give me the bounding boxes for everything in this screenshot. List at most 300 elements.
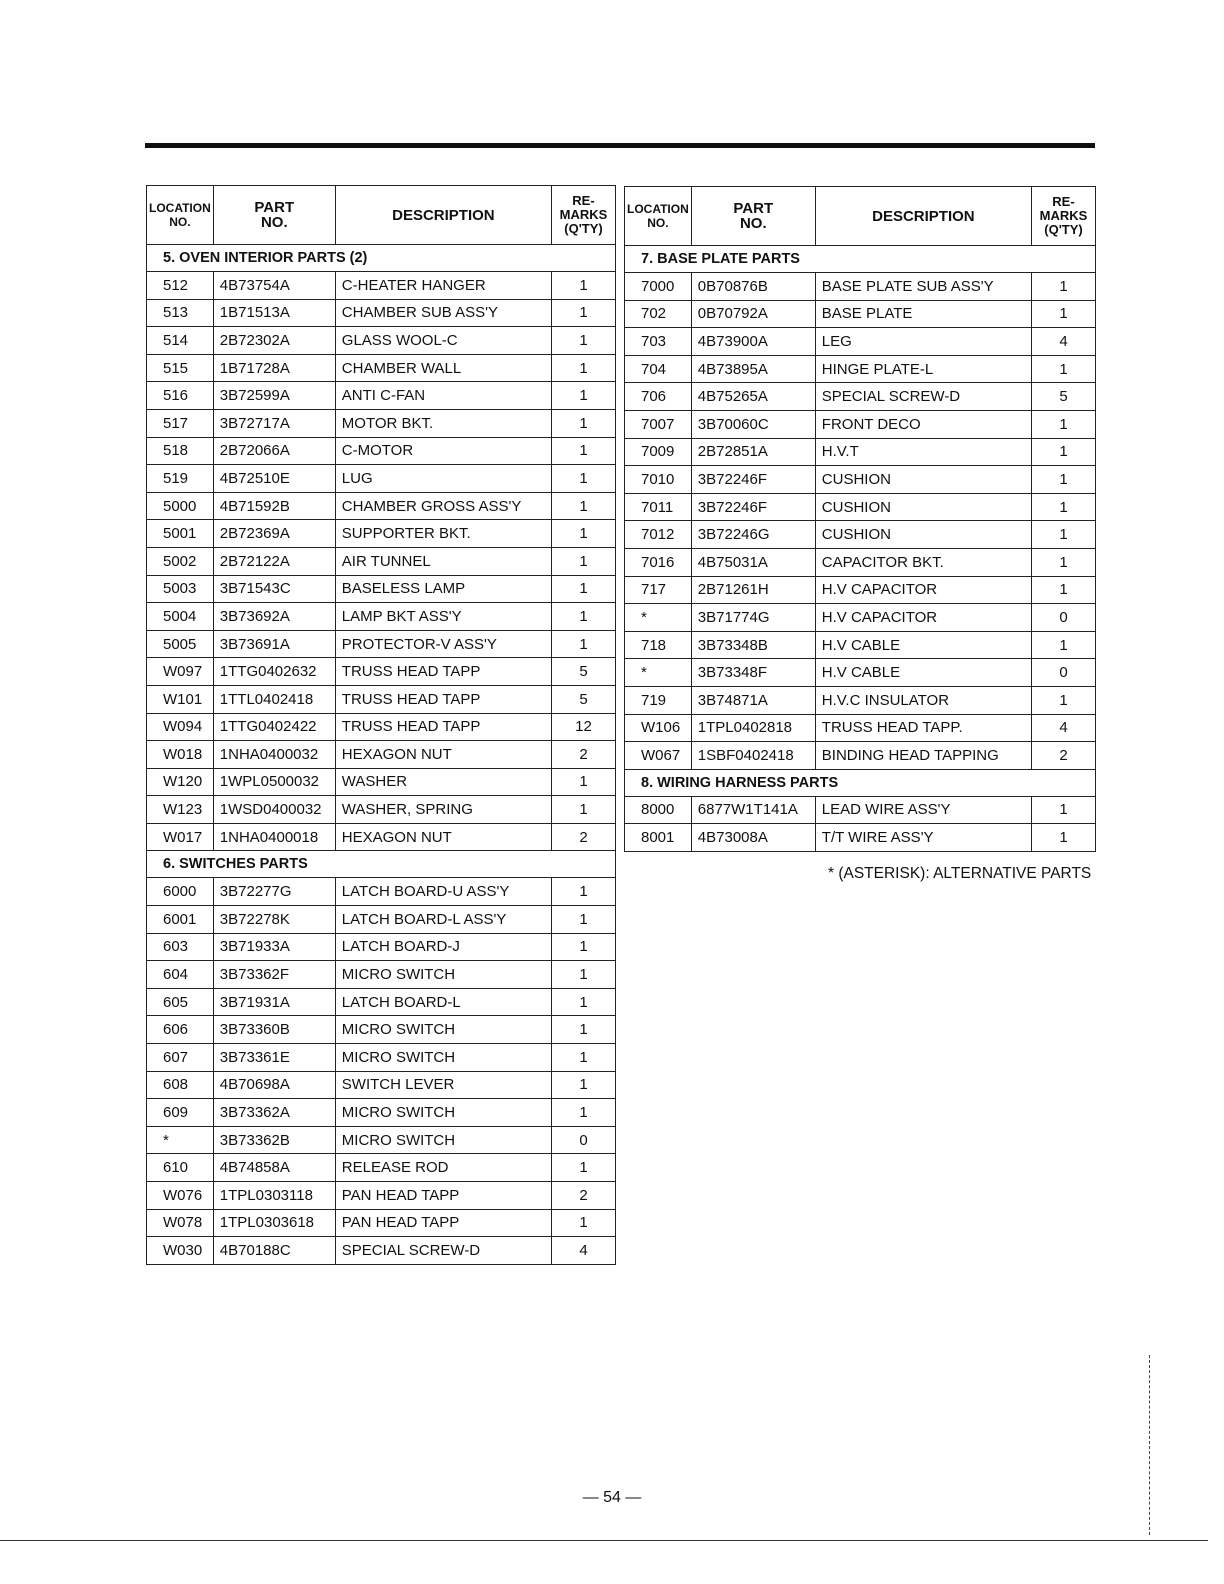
section-title: 5. OVEN INTERIOR PARTS (2) [147, 245, 616, 272]
header-remarks [552, 186, 616, 245]
header-location-line: NO. [647, 216, 669, 230]
section-row [625, 769, 1096, 796]
quantity-cell: 4 [1032, 714, 1096, 742]
table-row [625, 659, 1096, 687]
part-no-cell: 3B73691A [213, 630, 335, 658]
description-cell: TRUSS HEAD TAPP [335, 685, 551, 713]
table-row [147, 685, 616, 713]
location-no-cell: 5000 [147, 492, 214, 520]
quantity-cell: 0 [1032, 659, 1096, 687]
table-row [147, 1237, 616, 1265]
location-no-cell: 5003 [147, 575, 214, 603]
description-cell: MICRO SWITCH [335, 1126, 551, 1154]
table-row [147, 878, 616, 906]
part-no-cell: 1TTL0402418 [213, 685, 335, 713]
header-row [625, 187, 1096, 246]
table-row [625, 824, 1096, 852]
section-title: 7. BASE PLATE PARTS [625, 246, 1096, 273]
location-no-cell: W078 [147, 1209, 214, 1237]
description-cell: T/T WIRE ASS'Y [815, 824, 1031, 852]
part-no-cell: 1TPL0303618 [213, 1209, 335, 1237]
table-row [147, 1154, 616, 1182]
part-no-cell: 3B73362F [213, 961, 335, 989]
table-row [147, 933, 616, 961]
quantity-cell: 1 [552, 906, 616, 934]
description-cell: PROTECTOR-V ASS'Y [335, 630, 551, 658]
quantity-cell: 1 [1032, 796, 1096, 824]
part-no-cell: 3B70060C [691, 410, 815, 438]
part-no-cell: 4B75031A [691, 548, 815, 576]
description-cell: LATCH BOARD-L ASS'Y [335, 906, 551, 934]
location-no-cell: * [625, 604, 692, 632]
location-no-cell: 605 [147, 988, 214, 1016]
location-no-cell: 5005 [147, 630, 214, 658]
quantity-cell: 2 [552, 1182, 616, 1210]
part-no-cell: 3B72246F [691, 466, 815, 494]
table-row [147, 272, 616, 300]
bottom-rule [0, 1540, 1208, 1541]
table-row [625, 466, 1096, 494]
location-no-cell: W120 [147, 768, 214, 796]
table-row [147, 382, 616, 410]
location-no-cell: 5004 [147, 603, 214, 631]
description-cell: GLASS WOOL-C [335, 327, 551, 355]
quantity-cell: 1 [552, 437, 616, 465]
table-row [147, 906, 616, 934]
table-row [625, 631, 1096, 659]
location-no-cell: 7007 [625, 410, 692, 438]
table-row [147, 520, 616, 548]
location-no-cell: 606 [147, 1016, 214, 1044]
location-no-cell: 519 [147, 465, 214, 493]
table-row [625, 355, 1096, 383]
part-no-cell: 3B71543C [213, 575, 335, 603]
header-row [147, 186, 616, 245]
quantity-cell: 1 [552, 409, 616, 437]
part-no-cell: 2B72851A [691, 438, 815, 466]
part-no-cell: 4B73900A [691, 328, 815, 356]
part-no-cell: 3B73692A [213, 603, 335, 631]
description-cell: BASELESS LAMP [335, 575, 551, 603]
part-no-cell: 6877W1T141A [691, 796, 815, 824]
header-location [625, 187, 692, 246]
part-no-cell: 3B72599A [213, 382, 335, 410]
description-cell: C-MOTOR [335, 437, 551, 465]
quantity-cell: 5 [552, 685, 616, 713]
part-no-cell: 3B72246F [691, 493, 815, 521]
description-cell: PAN HEAD TAPP [335, 1182, 551, 1210]
table-row [147, 437, 616, 465]
section-row [625, 246, 1096, 273]
description-cell: ANTI C-FAN [335, 382, 551, 410]
part-no-cell: 3B72246G [691, 521, 815, 549]
table-row [625, 493, 1096, 521]
location-no-cell: 610 [147, 1154, 214, 1182]
part-no-cell: 3B71774G [691, 604, 815, 632]
location-no-cell: W094 [147, 713, 214, 741]
description-cell: CUSHION [815, 493, 1031, 521]
quantity-cell: 2 [1032, 742, 1096, 770]
header-remarks-line: RE- [1052, 194, 1075, 209]
quantity-cell: 1 [552, 961, 616, 989]
description-cell: LEG [815, 328, 1031, 356]
description-cell: HEXAGON NUT [335, 823, 551, 851]
quantity-cell: 1 [1032, 410, 1096, 438]
quantity-cell: 1 [552, 272, 616, 300]
quantity-cell: 1 [1032, 273, 1096, 301]
table-row [625, 576, 1096, 604]
location-no-cell: 706 [625, 383, 692, 411]
table-row [147, 1182, 616, 1210]
description-cell: CHAMBER SUB ASS'Y [335, 299, 551, 327]
description-cell: MICRO SWITCH [335, 1099, 551, 1127]
description-cell: HEXAGON NUT [335, 741, 551, 769]
description-cell: LAMP BKT ASS'Y [335, 603, 551, 631]
location-no-cell: 5001 [147, 520, 214, 548]
table-row [625, 410, 1096, 438]
quantity-cell: 1 [552, 575, 616, 603]
location-no-cell: 703 [625, 328, 692, 356]
description-cell: SPECIAL SCREW-D [815, 383, 1031, 411]
header-part-no-line: PART [254, 199, 295, 216]
description-cell: BASE PLATE [815, 300, 1031, 328]
description-cell: MICRO SWITCH [335, 961, 551, 989]
part-no-cell: 2B71261H [691, 576, 815, 604]
quantity-cell: 1 [552, 547, 616, 575]
description-cell: H.V CAPACITOR [815, 576, 1031, 604]
location-no-cell: 513 [147, 299, 214, 327]
description-cell: AIR TUNNEL [335, 547, 551, 575]
location-no-cell: 702 [625, 300, 692, 328]
location-no-cell: 517 [147, 409, 214, 437]
part-no-cell: 3B72278K [213, 906, 335, 934]
part-no-cell: 1TTG0402632 [213, 658, 335, 686]
header-remarks [1032, 187, 1096, 246]
table-row [625, 383, 1096, 411]
header-part-no [691, 187, 815, 246]
part-no-cell: 2B72302A [213, 327, 335, 355]
part-no-cell: 1WPL0500032 [213, 768, 335, 796]
table-row [625, 328, 1096, 356]
part-no-cell: 1NHA0400032 [213, 741, 335, 769]
location-no-cell: W030 [147, 1237, 214, 1265]
quantity-cell: 1 [1032, 466, 1096, 494]
part-no-cell: 1B71513A [213, 299, 335, 327]
part-no-cell: 0B70876B [691, 273, 815, 301]
location-no-cell: W097 [147, 658, 214, 686]
table-row [625, 686, 1096, 714]
description-cell: LEAD WIRE ASS'Y [815, 796, 1031, 824]
quantity-cell: 1 [552, 520, 616, 548]
location-no-cell: 7009 [625, 438, 692, 466]
description-cell: SWITCH LEVER [335, 1071, 551, 1099]
quantity-cell: 4 [1032, 328, 1096, 356]
header-remarks-line: RE- [572, 193, 595, 208]
quantity-cell: 1 [552, 1044, 616, 1072]
description-cell: CAPACITOR BKT. [815, 548, 1031, 576]
quantity-cell: 1 [1032, 548, 1096, 576]
part-no-cell: 2B72369A [213, 520, 335, 548]
quantity-cell: 1 [552, 327, 616, 355]
table-row [625, 714, 1096, 742]
quantity-cell: 1 [552, 1071, 616, 1099]
quantity-cell: 2 [552, 741, 616, 769]
quantity-cell: 1 [552, 299, 616, 327]
table-row [147, 1099, 616, 1127]
location-no-cell: 516 [147, 382, 214, 410]
quantity-cell: 1 [552, 1154, 616, 1182]
location-no-cell: W017 [147, 823, 214, 851]
part-no-cell: 3B73348B [691, 631, 815, 659]
location-no-cell: 518 [147, 437, 214, 465]
location-no-cell: * [147, 1126, 214, 1154]
location-no-cell: 7000 [625, 273, 692, 301]
part-no-cell: 3B71933A [213, 933, 335, 961]
description-cell: BINDING HEAD TAPPING [815, 742, 1031, 770]
table-row [147, 741, 616, 769]
part-no-cell: 3B73348F [691, 659, 815, 687]
section-title: 6. SWITCHES PARTS [147, 851, 616, 878]
description-cell: C-HEATER HANGER [335, 272, 551, 300]
location-no-cell: 515 [147, 354, 214, 382]
description-cell: H.V CAPACITOR [815, 604, 1031, 632]
description-cell: LATCH BOARD-J [335, 933, 551, 961]
quantity-cell: 1 [552, 768, 616, 796]
part-no-cell: 3B74871A [691, 686, 815, 714]
table-row [147, 465, 616, 493]
quantity-cell: 1 [552, 988, 616, 1016]
description-cell: WASHER, SPRING [335, 796, 551, 824]
header-remarks-line: MARKS [1039, 208, 1088, 223]
header-part-no [213, 186, 335, 245]
quantity-cell: 0 [1032, 604, 1096, 632]
header-remarks-line: (Q'TY) [1044, 222, 1083, 237]
part-no-cell: 3B72717A [213, 409, 335, 437]
part-no-cell: 4B70188C [213, 1237, 335, 1265]
part-no-cell: 4B73895A [691, 355, 815, 383]
header-location-line: LOCATION [627, 202, 689, 216]
table-row [147, 547, 616, 575]
part-no-cell: 3B71931A [213, 988, 335, 1016]
location-no-cell: 609 [147, 1099, 214, 1127]
description-cell: TRUSS HEAD TAPP [335, 713, 551, 741]
table-row [625, 521, 1096, 549]
table-row [147, 658, 616, 686]
table-row [147, 630, 616, 658]
description-cell: LUG [335, 465, 551, 493]
location-no-cell: * [625, 659, 692, 687]
quantity-cell: 1 [1032, 438, 1096, 466]
part-no-cell: 2B72122A [213, 547, 335, 575]
description-cell: LATCH BOARD-L [335, 988, 551, 1016]
quantity-cell: 1 [552, 933, 616, 961]
description-cell: FRONT DECO [815, 410, 1031, 438]
quantity-cell: 1 [552, 382, 616, 410]
header-description: DESCRIPTION [815, 187, 1031, 246]
quantity-cell: 1 [1032, 300, 1096, 328]
description-cell: RELEASE ROD [335, 1154, 551, 1182]
quantity-cell: 4 [552, 1237, 616, 1265]
part-no-cell: 1NHA0400018 [213, 823, 335, 851]
quantity-cell: 1 [1032, 493, 1096, 521]
part-no-cell: 1WSD0400032 [213, 796, 335, 824]
quantity-cell: 1 [552, 796, 616, 824]
parts-table-right [624, 186, 1096, 852]
description-cell: BASE PLATE SUB ASS'Y [815, 273, 1031, 301]
location-no-cell: 8001 [625, 824, 692, 852]
description-cell: SPECIAL SCREW-D [335, 1237, 551, 1265]
table-row [147, 713, 616, 741]
table-row [147, 603, 616, 631]
location-no-cell: 7010 [625, 466, 692, 494]
part-no-cell: 3B73361E [213, 1044, 335, 1072]
table-row [147, 299, 616, 327]
quantity-cell: 5 [1032, 383, 1096, 411]
location-no-cell: W106 [625, 714, 692, 742]
description-cell: H.V CABLE [815, 659, 1031, 687]
header-description: DESCRIPTION [335, 186, 551, 245]
location-no-cell: 717 [625, 576, 692, 604]
header-location-line: LOCATION [149, 201, 211, 215]
quantity-cell: 1 [552, 1099, 616, 1127]
part-no-cell: 4B73754A [213, 272, 335, 300]
page-number: — 54 — [582, 1489, 642, 1506]
location-no-cell: 7016 [625, 548, 692, 576]
description-cell: MICRO SWITCH [335, 1044, 551, 1072]
description-cell: SUPPORTER BKT. [335, 520, 551, 548]
part-no-cell: 1TPL0402818 [691, 714, 815, 742]
table-row [147, 1044, 616, 1072]
part-no-cell: 3B73360B [213, 1016, 335, 1044]
location-no-cell: 512 [147, 272, 214, 300]
location-no-cell: 5002 [147, 547, 214, 575]
asterisk-note: * (ASTERISK): ALTERNATIVE PARTS [828, 865, 1092, 882]
part-no-cell: 1TTG0402422 [213, 713, 335, 741]
table-row [147, 823, 616, 851]
location-no-cell: 8000 [625, 796, 692, 824]
part-no-cell: 4B75265A [691, 383, 815, 411]
quantity-cell: 1 [1032, 521, 1096, 549]
quantity-cell: 2 [552, 823, 616, 851]
location-no-cell: 719 [625, 686, 692, 714]
location-no-cell: 604 [147, 961, 214, 989]
location-no-cell: 603 [147, 933, 214, 961]
quantity-cell: 1 [552, 603, 616, 631]
location-no-cell: 704 [625, 355, 692, 383]
description-cell: H.V.T [815, 438, 1031, 466]
quantity-cell: 1 [552, 630, 616, 658]
edge-mark [1149, 1355, 1151, 1535]
table-row [147, 961, 616, 989]
description-cell: H.V CABLE [815, 631, 1031, 659]
location-no-cell: 6000 [147, 878, 214, 906]
table-row [147, 354, 616, 382]
description-cell: CHAMBER GROSS ASS'Y [335, 492, 551, 520]
quantity-cell: 1 [1032, 355, 1096, 383]
quantity-cell: 1 [552, 1209, 616, 1237]
quantity-cell: 1 [552, 465, 616, 493]
quantity-cell: 1 [552, 1016, 616, 1044]
description-cell: HINGE PLATE-L [815, 355, 1031, 383]
quantity-cell: 1 [1032, 824, 1096, 852]
description-cell: H.V.C INSULATOR [815, 686, 1031, 714]
table-row [147, 768, 616, 796]
table-row [147, 327, 616, 355]
quantity-cell: 1 [1032, 576, 1096, 604]
location-no-cell: 6001 [147, 906, 214, 934]
location-no-cell: 607 [147, 1044, 214, 1072]
table-row [625, 300, 1096, 328]
part-no-cell: 0B70792A [691, 300, 815, 328]
quantity-cell: 12 [552, 713, 616, 741]
table-row [147, 1209, 616, 1237]
header-part-no-line: NO. [739, 215, 767, 232]
quantity-cell: 1 [1032, 631, 1096, 659]
table-row [625, 548, 1096, 576]
part-no-cell: 1TPL0303118 [213, 1182, 335, 1210]
table-row [147, 796, 616, 824]
description-cell: TRUSS HEAD TAPP. [815, 714, 1031, 742]
section-title: 8. WIRING HARNESS PARTS [625, 769, 1096, 796]
table-row [625, 273, 1096, 301]
table-row [147, 409, 616, 437]
location-no-cell: W018 [147, 741, 214, 769]
part-no-cell: 1B71728A [213, 354, 335, 382]
location-no-cell: W101 [147, 685, 214, 713]
location-no-cell: W076 [147, 1182, 214, 1210]
table-row [147, 1016, 616, 1044]
table-row [147, 988, 616, 1016]
table-row [625, 604, 1096, 632]
table-row [625, 796, 1096, 824]
part-no-cell: 3B73362A [213, 1099, 335, 1127]
quantity-cell: 1 [1032, 686, 1096, 714]
description-cell: MOTOR BKT. [335, 409, 551, 437]
location-no-cell: W123 [147, 796, 214, 824]
header-part-no-line: PART [733, 200, 774, 217]
part-no-cell: 3B72277G [213, 878, 335, 906]
table-row [625, 742, 1096, 770]
part-no-cell: 4B72510E [213, 465, 335, 493]
header-remarks-line: (Q'TY) [564, 221, 603, 236]
description-cell: CUSHION [815, 521, 1031, 549]
location-no-cell: 608 [147, 1071, 214, 1099]
table-row [147, 1126, 616, 1154]
top-rule [145, 143, 1095, 148]
section-row [147, 851, 616, 878]
table-row [147, 492, 616, 520]
description-cell: CUSHION [815, 466, 1031, 494]
part-no-cell: 2B72066A [213, 437, 335, 465]
quantity-cell: 1 [552, 492, 616, 520]
part-no-cell: 4B71592B [213, 492, 335, 520]
table-row [147, 575, 616, 603]
location-no-cell: 718 [625, 631, 692, 659]
description-cell: PAN HEAD TAPP [335, 1209, 551, 1237]
header-location [147, 186, 214, 245]
part-no-cell: 4B70698A [213, 1071, 335, 1099]
location-no-cell: 514 [147, 327, 214, 355]
location-no-cell: W067 [625, 742, 692, 770]
header-part-no-line: NO. [260, 214, 288, 231]
quantity-cell: 5 [552, 658, 616, 686]
quantity-cell: 1 [552, 878, 616, 906]
description-cell: WASHER [335, 768, 551, 796]
description-cell: TRUSS HEAD TAPP [335, 658, 551, 686]
quantity-cell: 1 [552, 354, 616, 382]
parts-table-left [146, 185, 616, 1265]
location-no-cell: 7011 [625, 493, 692, 521]
